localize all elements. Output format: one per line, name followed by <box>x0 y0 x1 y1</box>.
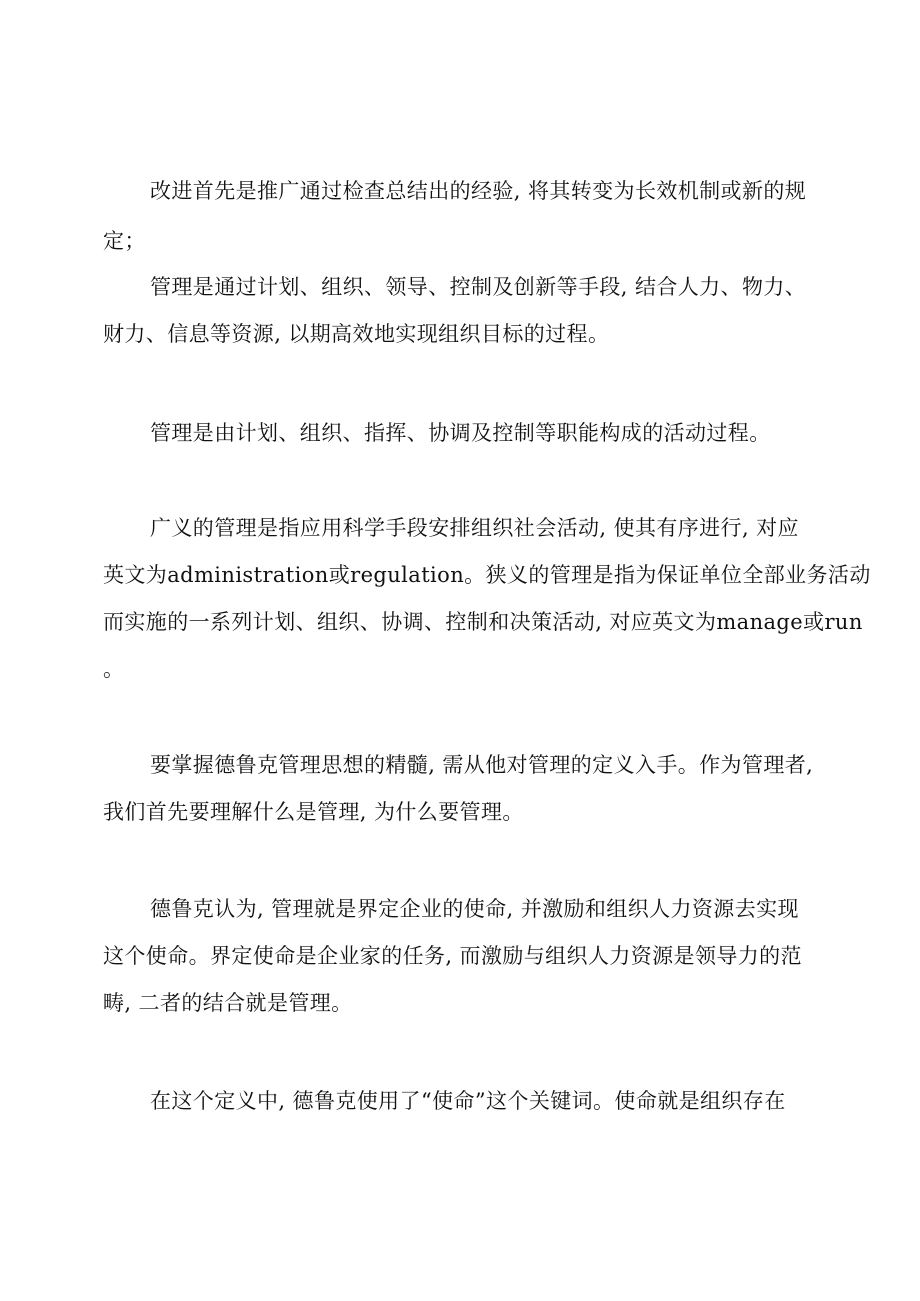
paragraph-2-line-1: 管理是通过计划、组织、领导、控制及创新等手段, 结合人力、物力、 <box>150 275 807 299</box>
paragraph-4-line-1: 广义的管理是指应用科学手段安排组织社会活动, 使其有序进行, 对应 <box>150 516 799 540</box>
paragraph-7-line-1: 在这个定义中, 德鲁克使用了“使命”这个关键词。使命就是组织存在 <box>150 1089 786 1113</box>
paragraph-5-line-2: 我们首先要理解什么是管理, 为什么要管理。 <box>103 800 524 824</box>
paragraph-5-line-1: 要掌握德鲁克管理思想的精髓, 需从他对管理的定义入手。作为管理者, <box>150 753 814 777</box>
paragraph-6-line-2: 这个使命。界定使命是企业家的任务, 而激励与组织人力资源是领导力的范 <box>103 944 802 968</box>
paragraph-2-line-2: 财力、信息等资源, 以期高效地实现组织目标的过程。 <box>103 322 610 346</box>
paragraph-4-line-2: 英文为administration或regulation。狭义的管理是指为保证单位全部业务活动 <box>103 563 871 587</box>
paragraph-4-line-4: 。 <box>103 657 125 681</box>
paragraph-4-line-3: 而实施的一系列计划、组织、协调、控制和决策活动, 对应英文为manage或run <box>103 610 863 634</box>
paragraph-3-line-1: 管理是由计划、组织、指挥、协调及控制等职能构成的活动过程。 <box>150 421 771 445</box>
paragraph-6-line-1: 德鲁克认为, 管理就是界定企业的使命, 并激励和组织人力资源去实现 <box>150 897 799 921</box>
paragraph-1-line-2: 定； <box>103 229 146 253</box>
paragraph-6-line-3: 畴, 二者的结合就是管理。 <box>103 991 353 1015</box>
paragraph-1-line-1: 改进首先是推广通过检查总结出的经验, 将其转变为长效机制或新的规 <box>150 179 807 203</box>
